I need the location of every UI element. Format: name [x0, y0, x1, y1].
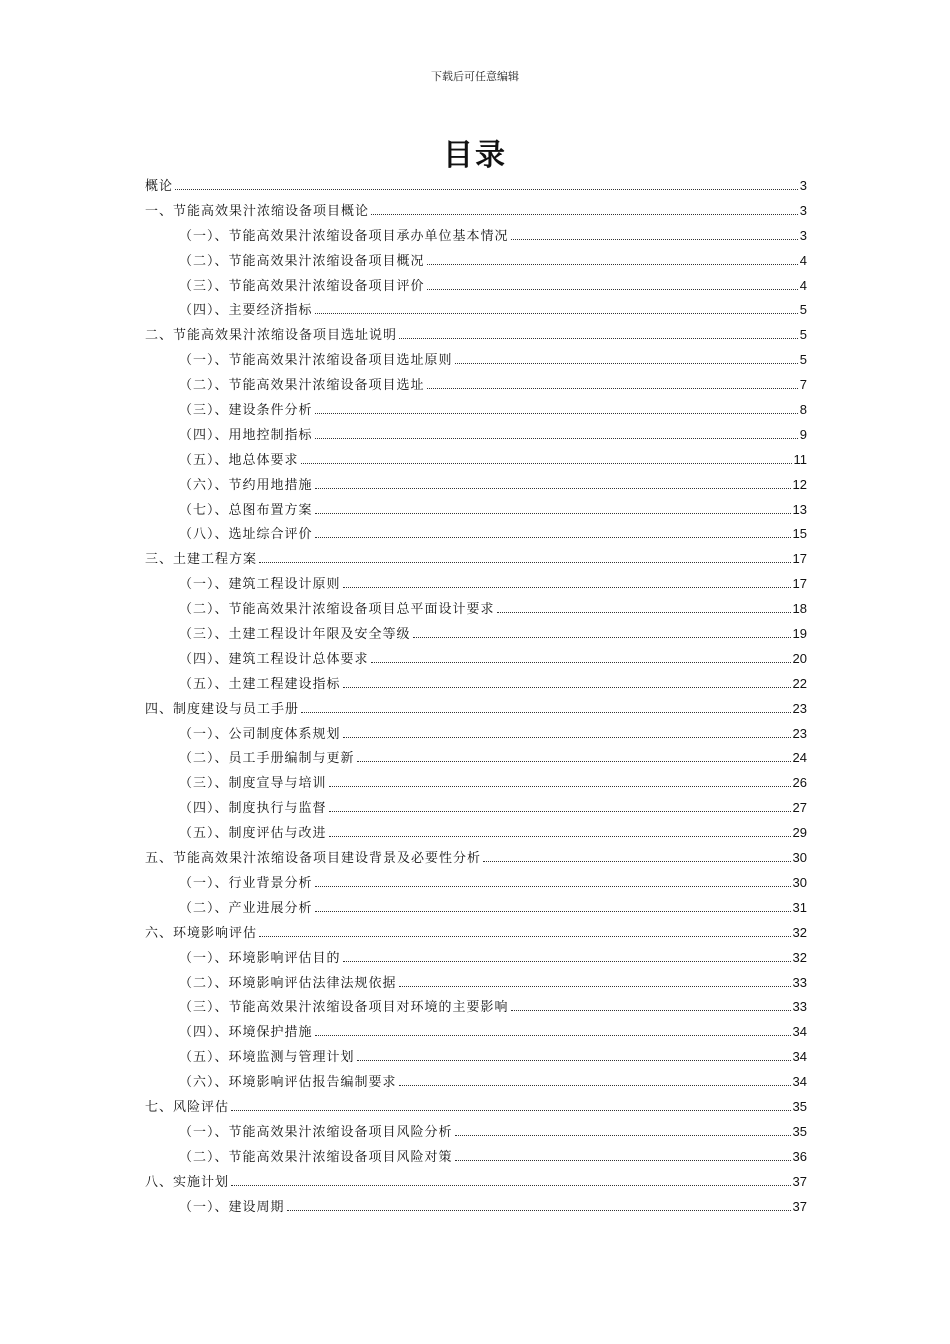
toc-leader-dots	[399, 985, 791, 987]
toc-page-number: 30	[792, 874, 807, 890]
toc-leader-dots	[329, 785, 791, 787]
toc-leader-dots	[427, 288, 798, 290]
toc-page-number: 35	[792, 1123, 807, 1139]
toc-leader-dots	[357, 1059, 791, 1061]
toc-subentry[interactable]	[145, 722, 807, 747]
toc-leader-dots	[371, 661, 791, 663]
toc-page-number: 27	[792, 800, 807, 816]
toc-page-number: 22	[792, 675, 807, 691]
toc-subentry[interactable]	[145, 871, 807, 896]
toc-subentry[interactable]	[145, 597, 807, 622]
toc-entry-text: （二）、节能高效果汁浓缩设备项目概况	[179, 253, 425, 269]
toc-entry-text: （一）、公司制度体系规划	[179, 726, 341, 742]
toc-subentry[interactable]	[145, 572, 807, 597]
toc-subentry[interactable]	[145, 672, 807, 697]
toc-entry-text: 一、节能高效果汁浓缩设备项目概论	[145, 203, 370, 219]
toc-leader-dots	[315, 312, 798, 314]
toc-entry[interactable]	[145, 846, 807, 871]
toc-page-number: 30	[792, 850, 807, 866]
toc-entry[interactable]	[145, 1095, 807, 1120]
toc-page-number: 18	[792, 601, 807, 617]
toc-entry-text: （三）、节能高效果汁浓缩设备项目评价	[179, 278, 425, 294]
toc-entry-text: 五、节能高效果汁浓缩设备项目建设背景及必要性分析	[145, 851, 482, 867]
toc-page-number: 34	[792, 1074, 807, 1090]
toc-subentry[interactable]	[145, 298, 807, 323]
toc-page-number: 7	[799, 377, 807, 393]
toc-entry-text: （五）、制度评估与改进	[179, 826, 327, 842]
toc-subentry[interactable]	[145, 522, 807, 547]
toc-page-number: 36	[792, 1148, 807, 1164]
toc-page-number: 3	[799, 227, 807, 243]
toc-subentry[interactable]	[145, 896, 807, 921]
toc-entry-text: 二、节能高效果汁浓缩设备项目选址说明	[145, 328, 398, 344]
toc-entry-text: （八）、选址综合评价	[179, 527, 313, 543]
toc-subentry[interactable]	[145, 473, 807, 498]
toc-subentry[interactable]	[145, 946, 807, 971]
toc-entry[interactable]	[145, 174, 807, 199]
toc-subentry[interactable]	[145, 1145, 807, 1170]
toc-entry-text: （二）、员工手册编制与更新	[179, 751, 355, 767]
toc-entry[interactable]	[145, 323, 807, 348]
toc-leader-dots	[511, 238, 798, 240]
toc-leader-dots	[427, 387, 798, 389]
toc-leader-dots	[343, 586, 791, 588]
toc-entry-text: （一）、节能高效果汁浓缩设备项目风险分析	[179, 1124, 453, 1140]
page-title: 目录	[443, 138, 507, 173]
toc-page-number: 8	[799, 402, 807, 418]
toc-entry[interactable]	[145, 199, 807, 224]
toc-leader-dots	[259, 935, 791, 937]
toc-subentry[interactable]	[145, 348, 807, 373]
toc-subentry[interactable]	[145, 995, 807, 1020]
toc-leader-dots	[413, 636, 791, 638]
toc-page-number: 3	[799, 202, 807, 218]
toc-subentry[interactable]	[145, 1120, 807, 1145]
toc-entry[interactable]	[145, 921, 807, 946]
toc-page-number: 11	[793, 451, 807, 467]
toc-leader-dots	[301, 462, 792, 464]
toc-entry-text: （七）、总图布置方案	[179, 502, 313, 518]
toc-page-number: 23	[792, 700, 807, 716]
toc-entry-text: （五）、土建工程建设指标	[179, 676, 341, 692]
toc-entry-text: （二）、产业进展分析	[179, 900, 313, 916]
toc-leader-dots	[343, 960, 791, 962]
page-header: 下载后可任意编辑	[431, 70, 519, 83]
toc-leader-dots	[315, 910, 791, 912]
toc-page-number: 34	[792, 1024, 807, 1040]
table-of-contents	[145, 174, 807, 1219]
toc-page-number: 32	[792, 924, 807, 940]
toc-entry-text: （一）、建筑工程设计原则	[179, 577, 341, 593]
toc-page-number: 33	[792, 974, 807, 990]
toc-entry-text: （六）、节约用地措施	[179, 477, 313, 493]
toc-subentry[interactable]	[145, 1195, 807, 1220]
toc-leader-dots	[315, 437, 798, 439]
toc-page-number: 15	[792, 526, 807, 542]
toc-leader-dots	[315, 1034, 791, 1036]
toc-page-number: 23	[792, 725, 807, 741]
toc-leader-dots	[259, 561, 791, 563]
toc-page-number: 9	[799, 426, 807, 442]
toc-subentry[interactable]	[145, 622, 807, 647]
toc-page-number: 3	[799, 178, 807, 193]
toc-subentry[interactable]	[145, 398, 807, 423]
toc-leader-dots	[357, 760, 791, 762]
toc-leader-dots	[455, 1134, 791, 1136]
toc-leader-dots	[315, 536, 791, 538]
toc-page-number: 26	[792, 775, 807, 791]
toc-subentry[interactable]	[145, 647, 807, 672]
toc-leader-dots	[301, 711, 791, 713]
toc-page-number: 4	[799, 277, 807, 293]
toc-entry-text: （六）、环境影响评估报告编制要求	[179, 1075, 397, 1091]
toc-entry-text: （三）、制度宣导与培训	[179, 776, 327, 792]
toc-entry-text: （五）、地总体要求	[179, 452, 299, 468]
toc-leader-dots	[287, 1209, 791, 1211]
toc-leader-dots	[329, 835, 791, 837]
toc-entry-text: 三、土建工程方案	[145, 552, 258, 568]
toc-page-number: 32	[792, 949, 807, 965]
toc-leader-dots	[329, 810, 791, 812]
toc-leader-dots	[315, 885, 791, 887]
toc-leader-dots	[175, 188, 798, 190]
toc-page-number: 37	[792, 1173, 807, 1189]
toc-entry-text: （一）、节能高效果汁浓缩设备项目承办单位基本情况	[179, 228, 509, 244]
toc-subentry[interactable]	[145, 796, 807, 821]
toc-entry[interactable]	[145, 547, 807, 572]
toc-page-number: 5	[799, 327, 807, 343]
toc-page-number: 12	[792, 476, 807, 492]
toc-leader-dots	[315, 412, 798, 414]
toc-entry-text: （四）、主要经济指标	[179, 303, 313, 319]
toc-page-number: 33	[792, 999, 807, 1015]
toc-page-number: 35	[792, 1098, 807, 1114]
toc-entry-text: （一）、行业背景分析	[179, 875, 313, 891]
toc-subentry[interactable]	[145, 249, 807, 274]
toc-subentry[interactable]	[145, 423, 807, 448]
toc-entry-text: 概论	[145, 179, 174, 194]
toc-leader-dots	[399, 337, 798, 339]
toc-entry-text: （二）、节能高效果汁浓缩设备项目总平面设计要求	[179, 602, 495, 618]
toc-entry-text: （三）、土建工程设计年限及安全等级	[179, 627, 411, 643]
toc-page-number: 17	[792, 576, 807, 592]
toc-leader-dots	[315, 487, 791, 489]
toc-entry[interactable]	[145, 1170, 807, 1195]
toc-entry[interactable]	[145, 697, 807, 722]
toc-entry-text: （四）、建筑工程设计总体要求	[179, 651, 369, 667]
toc-entry-text: （一）、节能高效果汁浓缩设备项目选址原则	[179, 353, 453, 369]
toc-entry-text: （二）、节能高效果汁浓缩设备项目风险对策	[179, 1149, 453, 1165]
toc-leader-dots	[343, 686, 791, 688]
toc-leader-dots	[371, 213, 798, 215]
toc-leader-dots	[455, 1159, 791, 1161]
toc-leader-dots	[315, 512, 791, 514]
toc-entry-text: （五）、环境监测与管理计划	[179, 1050, 355, 1066]
toc-entry-text: （四）、制度执行与监督	[179, 801, 327, 817]
toc-subentry[interactable]	[145, 1045, 807, 1070]
toc-page-number: 4	[799, 252, 807, 268]
toc-leader-dots	[455, 362, 798, 364]
toc-page-number: 5	[799, 352, 807, 368]
toc-entry-text: （一）、建设周期	[179, 1199, 285, 1215]
toc-entry-text: （一）、环境影响评估目的	[179, 950, 341, 966]
toc-leader-dots	[399, 1084, 791, 1086]
toc-page-number: 17	[792, 551, 807, 567]
toc-subentry[interactable]	[145, 971, 807, 996]
toc-page-number: 5	[799, 302, 807, 318]
toc-subentry[interactable]	[145, 373, 807, 398]
toc-entry-text: （四）、用地控制指标	[179, 427, 313, 443]
toc-entry-text: 八、实施计划	[145, 1174, 230, 1190]
toc-entry-text: （三）、节能高效果汁浓缩设备项目对环境的主要影响	[179, 1000, 509, 1016]
toc-subentry[interactable]	[145, 746, 807, 771]
toc-leader-dots	[511, 1009, 791, 1011]
toc-subentry[interactable]	[145, 274, 807, 299]
toc-subentry[interactable]	[145, 448, 807, 473]
toc-entry-text: 六、环境影响评估	[145, 925, 258, 941]
toc-page-number: 37	[792, 1198, 807, 1214]
toc-page-number: 13	[792, 501, 807, 517]
toc-page-number: 24	[792, 750, 807, 766]
toc-subentry[interactable]	[145, 821, 807, 846]
toc-page-number: 19	[792, 626, 807, 642]
toc-subentry[interactable]	[145, 224, 807, 249]
toc-entry-text: 四、制度建设与员工手册	[145, 701, 300, 717]
toc-subentry[interactable]	[145, 771, 807, 796]
toc-page-number: 34	[792, 1049, 807, 1065]
toc-page-number: 29	[792, 825, 807, 841]
toc-entry-text: （二）、节能高效果汁浓缩设备项目选址	[179, 378, 425, 394]
toc-entry-text: （四）、环境保护措施	[179, 1025, 313, 1041]
toc-leader-dots	[231, 1184, 791, 1186]
toc-subentry[interactable]	[145, 1070, 807, 1095]
toc-page-number: 20	[792, 650, 807, 666]
toc-leader-dots	[483, 860, 791, 862]
toc-entry-text: （二）、环境影响评估法律法规依据	[179, 975, 397, 991]
toc-leader-dots	[231, 1109, 791, 1111]
toc-entry-text: 七、风险评估	[145, 1099, 230, 1115]
toc-subentry[interactable]	[145, 498, 807, 523]
toc-subentry[interactable]	[145, 1020, 807, 1045]
toc-page-number: 31	[792, 899, 807, 915]
toc-entry-text: （三）、建设条件分析	[179, 403, 313, 419]
toc-leader-dots	[497, 611, 791, 613]
toc-leader-dots	[427, 263, 798, 265]
toc-leader-dots	[343, 736, 791, 738]
